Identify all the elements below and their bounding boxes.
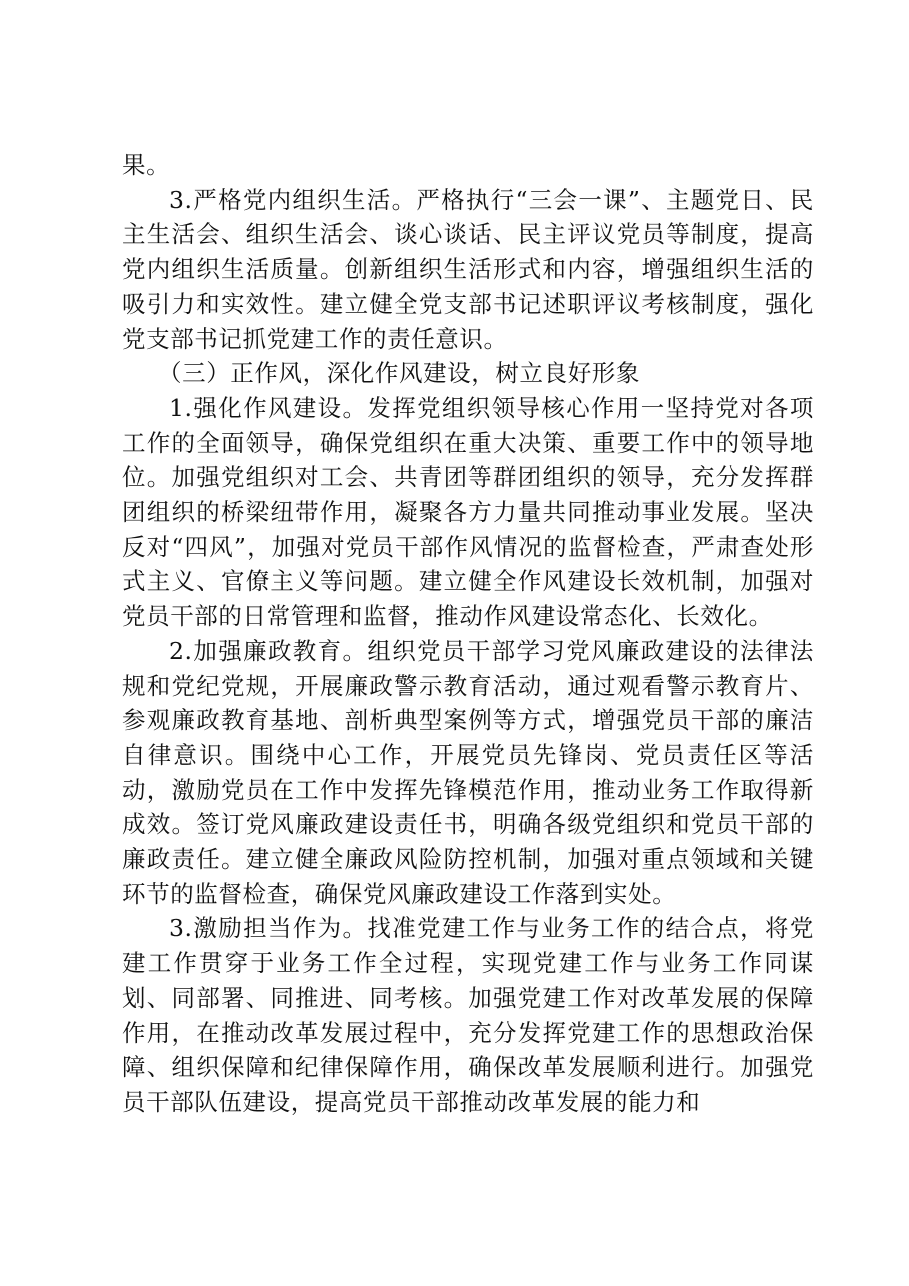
paragraph-integrity-education: 2.加强廉政教育。组织党员干部学习党风廉政建设的法律法规和党纪党规，开展廉政警示教育活动，通过观看警示教育片、参观廉政教育基地、剖析典型案例等方式，增强党员干部的廉洁自律意识。围绕中心工作，开展党员先锋岗、党员责任区等活动，激励党员在工作中发挥先锋模范作用，推动业务工作取得新成效。签订党风廉政建设责任书，明确各级党组织和党员干部的廉政责任。建立健全廉政风险防控机制，加强对重点领域和关键环节的监督检查，确保党风廉政建设工作落到实处。 bbox=[122, 636, 814, 908]
paragraph-organization-life: 3.严格党内组织生活。严格执行“三会一课”、主题党日、民主生活会、组织生活会、谈心谈话、民主评议党员等制度，提高党内组织生活质量。创新组织生活形式和内容，增强组织生活的吸引力和实效性。建立健全党支部书记述职评议考核制度，强化党支部书记抓党建工作的责任意识。 bbox=[122, 185, 814, 353]
section-heading-style: （三）正作风，深化作风建设，树立良好形象 bbox=[158, 359, 640, 388]
document-page bbox=[122, 148, 814, 1120]
paragraph-encourage-responsibility: 3.激励担当作为。找准党建工作与业务工作的结合点，将党建工作贯穿于业务工作全过程，实现党建工作与业务工作同谋划、同部署、同推进、同考核。加强党建工作对改革发展的保障作用，在推动改革发展过程中，充分发挥党建工作的思想政治保障、组织保障和纪律保障作用，确保改革发展顺利进行。加强党员干部队伍建设，提高党员干部推动改革发展的能力和 bbox=[122, 914, 814, 1116]
paragraph-style-building: 1.强化作风建设。发挥党组织领导核心作用一坚持党对各项工作的全面领导，确保党组织在重大决策、重要工作中的领导地位。加强党组织对工会、共青团等群团组织的领导，充分发挥群团组织的桥梁纽带作用，凝聚各方力量共同推动事业发展。坚决反对“四风”，加强对党员干部作风情况的监督检查，严肃查处形式主义、官僚主义等问题。建立健全作风建设长效机制，加强对党员干部的日常管理和监督，推动作风建设常态化、长效化。 bbox=[122, 393, 814, 631]
paragraph-continuation: 果。 bbox=[122, 151, 171, 179]
